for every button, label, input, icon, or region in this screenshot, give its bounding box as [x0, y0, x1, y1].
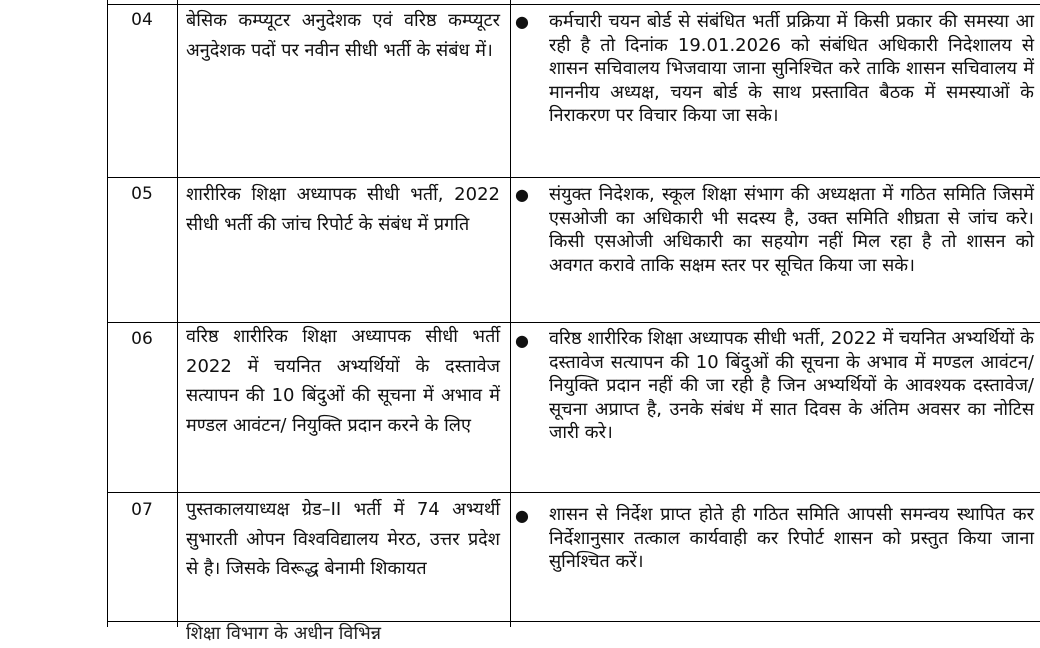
bullet-icon: ●	[515, 506, 529, 525]
subject-cell: बेसिक कम्प्यूटर अनुदेशक एवं वरिष्ठ कम्प्यूटर अनुदेशक पदों पर नवीन सीधी भर्ती के संबंध में।	[186, 10, 500, 61]
serial-number: 05	[131, 184, 153, 204]
next-row-cutoff-text: शिक्षा विभाग के अधीन विभिन्न	[186, 623, 382, 644]
bullet-icon: ●	[515, 185, 529, 204]
subject-cell: शारीरिक शिक्षा अध्यापक सीधी भर्ती, 2022 सीधी भर्ती की जांच रिपोर्ट के संबंध में प्रगति	[186, 184, 500, 235]
subject-cell: वरिष्ठ शारीरिक शिक्षा अध्यापक सीधी भर्ती 2022 में चयनित अभ्यर्थियों के दस्तावेज सत्यापन की 10 बिंदुओं की सूचना में अभाव में मण्डल आवंटन/ नियुक्ति प्रदान करने के लिए	[186, 326, 500, 436]
column-divider-sno	[177, 0, 178, 627]
bullet-icon: ●	[515, 331, 529, 350]
serial-number: 06	[131, 329, 153, 349]
action-cell: संयुक्त निदेशक, स्कूल शिक्षा संभाग की अध्यक्षता में गठित समिति जिसमें एसओजी का अधिकारी भी सदस्य है, उक्त समिति शीघ्रता से जांच करे। किसी एसओजी अधिकारी का सहयोग नहीं मिल रहा है तो शासन को अवगत करावे ताकि सक्षम स्तर पर सूचित किया जा सके।	[549, 184, 1034, 276]
table-left-border	[107, 0, 108, 627]
bullet-icon: ●	[515, 12, 529, 31]
serial-number: 07	[131, 500, 153, 520]
action-cell: कर्मचारी चयन बोर्ड से संबंधित भर्ती प्रक्रिया में किसी प्रकार की समस्या आ रही है तो दिनांक 19.01.2026 को संबंधित अधिकारी निदेशालय से शासन सचिवालय भिजवाया जाना सुनिश्चित करे ताकि शासन सचिवालय में माननीय अध्यक्ष, चयन बोर्ड के साथ प्रस्तावित बैठक में समस्याओं के निराकरण पर विचार किया जा सके।	[549, 11, 1034, 127]
column-divider-subject	[510, 0, 511, 627]
row-border-top	[107, 4, 1040, 5]
subject-cell: पुस्तकालयाध्यक्ष ग्रेड–II भर्ती में 74 अभ्यर्थी सुभारती ओपन विश्वविद्यालय मेरठ, उत्तर प्रदेश से है। जिसके विरूद्ध बेनामी शिकायत	[186, 499, 500, 579]
row-border-04-05	[107, 177, 1040, 178]
row-border-06-07	[107, 492, 1040, 493]
serial-number: 04	[131, 10, 153, 30]
action-cell: शासन से निर्देश प्राप्त होते ही गठित समिति आपसी समन्वय स्थापित कर निर्देशानुसार तत्काल कार्यवाही कर रिपोर्ट शासन को प्रस्तुत किया जाना सुनिश्चित करें।	[549, 504, 1034, 573]
action-cell: वरिष्ठ शारीरिक शिक्षा अध्यापक सीधी भर्ती, 2022 में चयनित अभ्यर्थियों के दस्तावेज सत्यापन की 10 बिंदुओं की सूचना के अभाव में मण्डल आवंटन/नियुक्ति प्रदान नहीं की जा रही है जिन अभ्यर्थियों के आवश्यक दस्तावेज/सूचना अप्राप्त है, उनके संबंध में सात दिवस के अंतिम अवसर का नोटिस जारी करे।	[549, 328, 1034, 444]
